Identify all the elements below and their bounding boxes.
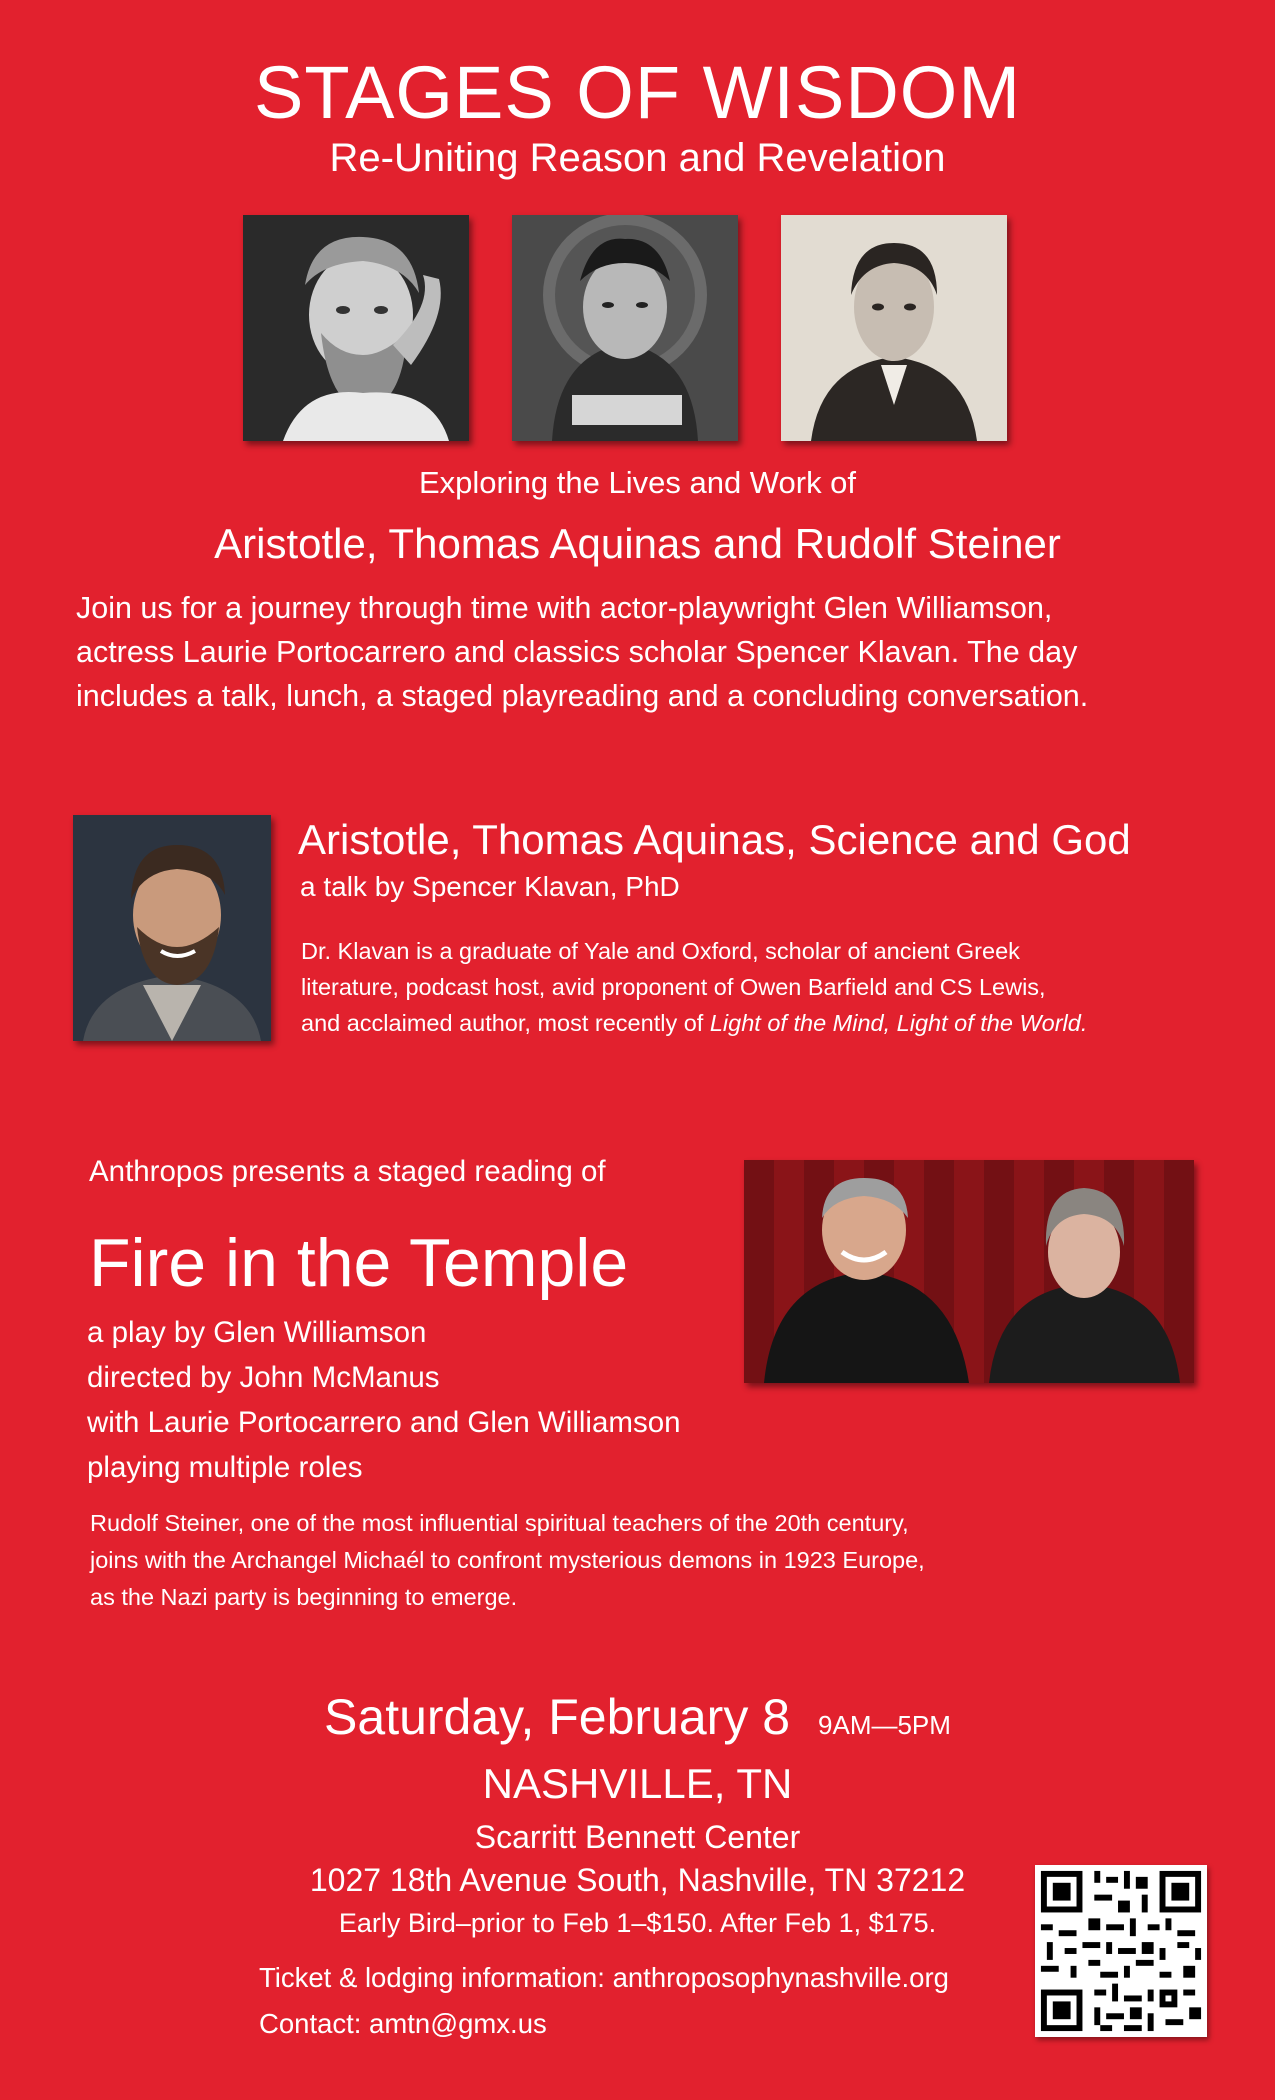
- talk-title: Aristotle, Thomas Aquinas, Science and God: [298, 816, 1131, 863]
- contact-email-link[interactable]: Contact: amtn@gmx.us: [259, 2008, 547, 2039]
- featured-names: Aristotle, Thomas Aquinas and Rudolf Steiner: [214, 520, 1061, 567]
- bio-line: literature, podcast host, avid proponent of Owen Barfield and CS Lewis,: [301, 974, 1046, 1000]
- synopsis-line: Rudolf Steiner, one of the most influential spiritual teachers of the 20th century,: [90, 1510, 909, 1536]
- join-line: includes a talk, lunch, a staged playreading and a concluding conversation.: [76, 679, 1089, 713]
- poster-title: STAGES OF WISDOM: [254, 51, 1021, 134]
- bio-line: Dr. Klavan is a graduate of Yale and Oxford, scholar of ancient Greek: [301, 938, 1020, 964]
- play-credit-line: with Laurie Portocarrero and Glen Williamson: [87, 1406, 681, 1439]
- event-time: 9AM—5PM: [818, 1710, 951, 1740]
- event-venue: Scarritt Bennett Center: [474, 1819, 801, 1855]
- play-title: Fire in the Temple: [89, 1225, 629, 1301]
- synopsis-line: as the Nazi party is beginning to emerge.: [90, 1584, 518, 1610]
- event-prices: Early Bird–prior to Feb 1–$150. After Feb 1, $175.: [338, 1908, 937, 1938]
- spencer-klavan-photo: [73, 815, 271, 1041]
- join-line: actress Laurie Portocarrero and classics scholar Spencer Klavan. The day: [76, 635, 1078, 669]
- join-paragraph: [76, 586, 1216, 718]
- event-date: Saturday, February 8: [324, 1689, 791, 1745]
- play-credit-line: directed by John McManus: [87, 1361, 440, 1394]
- bio-line: [301, 1005, 1221, 1041]
- play-presents: Anthropos presents a staged reading of: [89, 1155, 606, 1188]
- play-synopsis: [90, 1505, 1130, 1616]
- play-credit-line: a play by Glen Williamson: [87, 1316, 427, 1349]
- event-date-line: [0, 1685, 1275, 1762]
- bio-text: and acclaimed author, most recently of: [301, 1010, 710, 1036]
- synopsis-line: joins with the Archangel Michaél to confront mysterious demons in 1923 Europe,: [90, 1547, 925, 1573]
- poster-subtitle: Re-Uniting Reason and Revelation: [329, 136, 946, 180]
- thomas-aquinas-portrait: [512, 215, 738, 441]
- ticket-info-link[interactable]: Ticket & lodging information: anthroposophynashville.org: [259, 1962, 949, 1993]
- event-city: NASHVILLE, TN: [482, 1760, 793, 1807]
- speaker-bio: [301, 933, 1221, 1041]
- play-credit-line: playing multiple roles: [87, 1451, 363, 1484]
- book-title: Light of the Mind, Light of the World.: [709, 1010, 1088, 1036]
- cast-photo: [744, 1160, 1194, 1383]
- rudolf-steiner-portrait: [781, 215, 1007, 441]
- play-credits: [87, 1310, 681, 1490]
- intro-lead: Exploring the Lives and Work of: [418, 465, 857, 500]
- join-line: Join us for a journey through time with actor-playwright Glen Williamson,: [76, 591, 1053, 625]
- event-address: 1027 18th Avenue South, Nashville, TN 37212: [309, 1862, 966, 1898]
- aristotle-portrait: [243, 215, 469, 441]
- qr-code[interactable]: [1035, 1865, 1207, 2037]
- talk-byline: a talk by Spencer Klavan, PhD: [300, 871, 680, 902]
